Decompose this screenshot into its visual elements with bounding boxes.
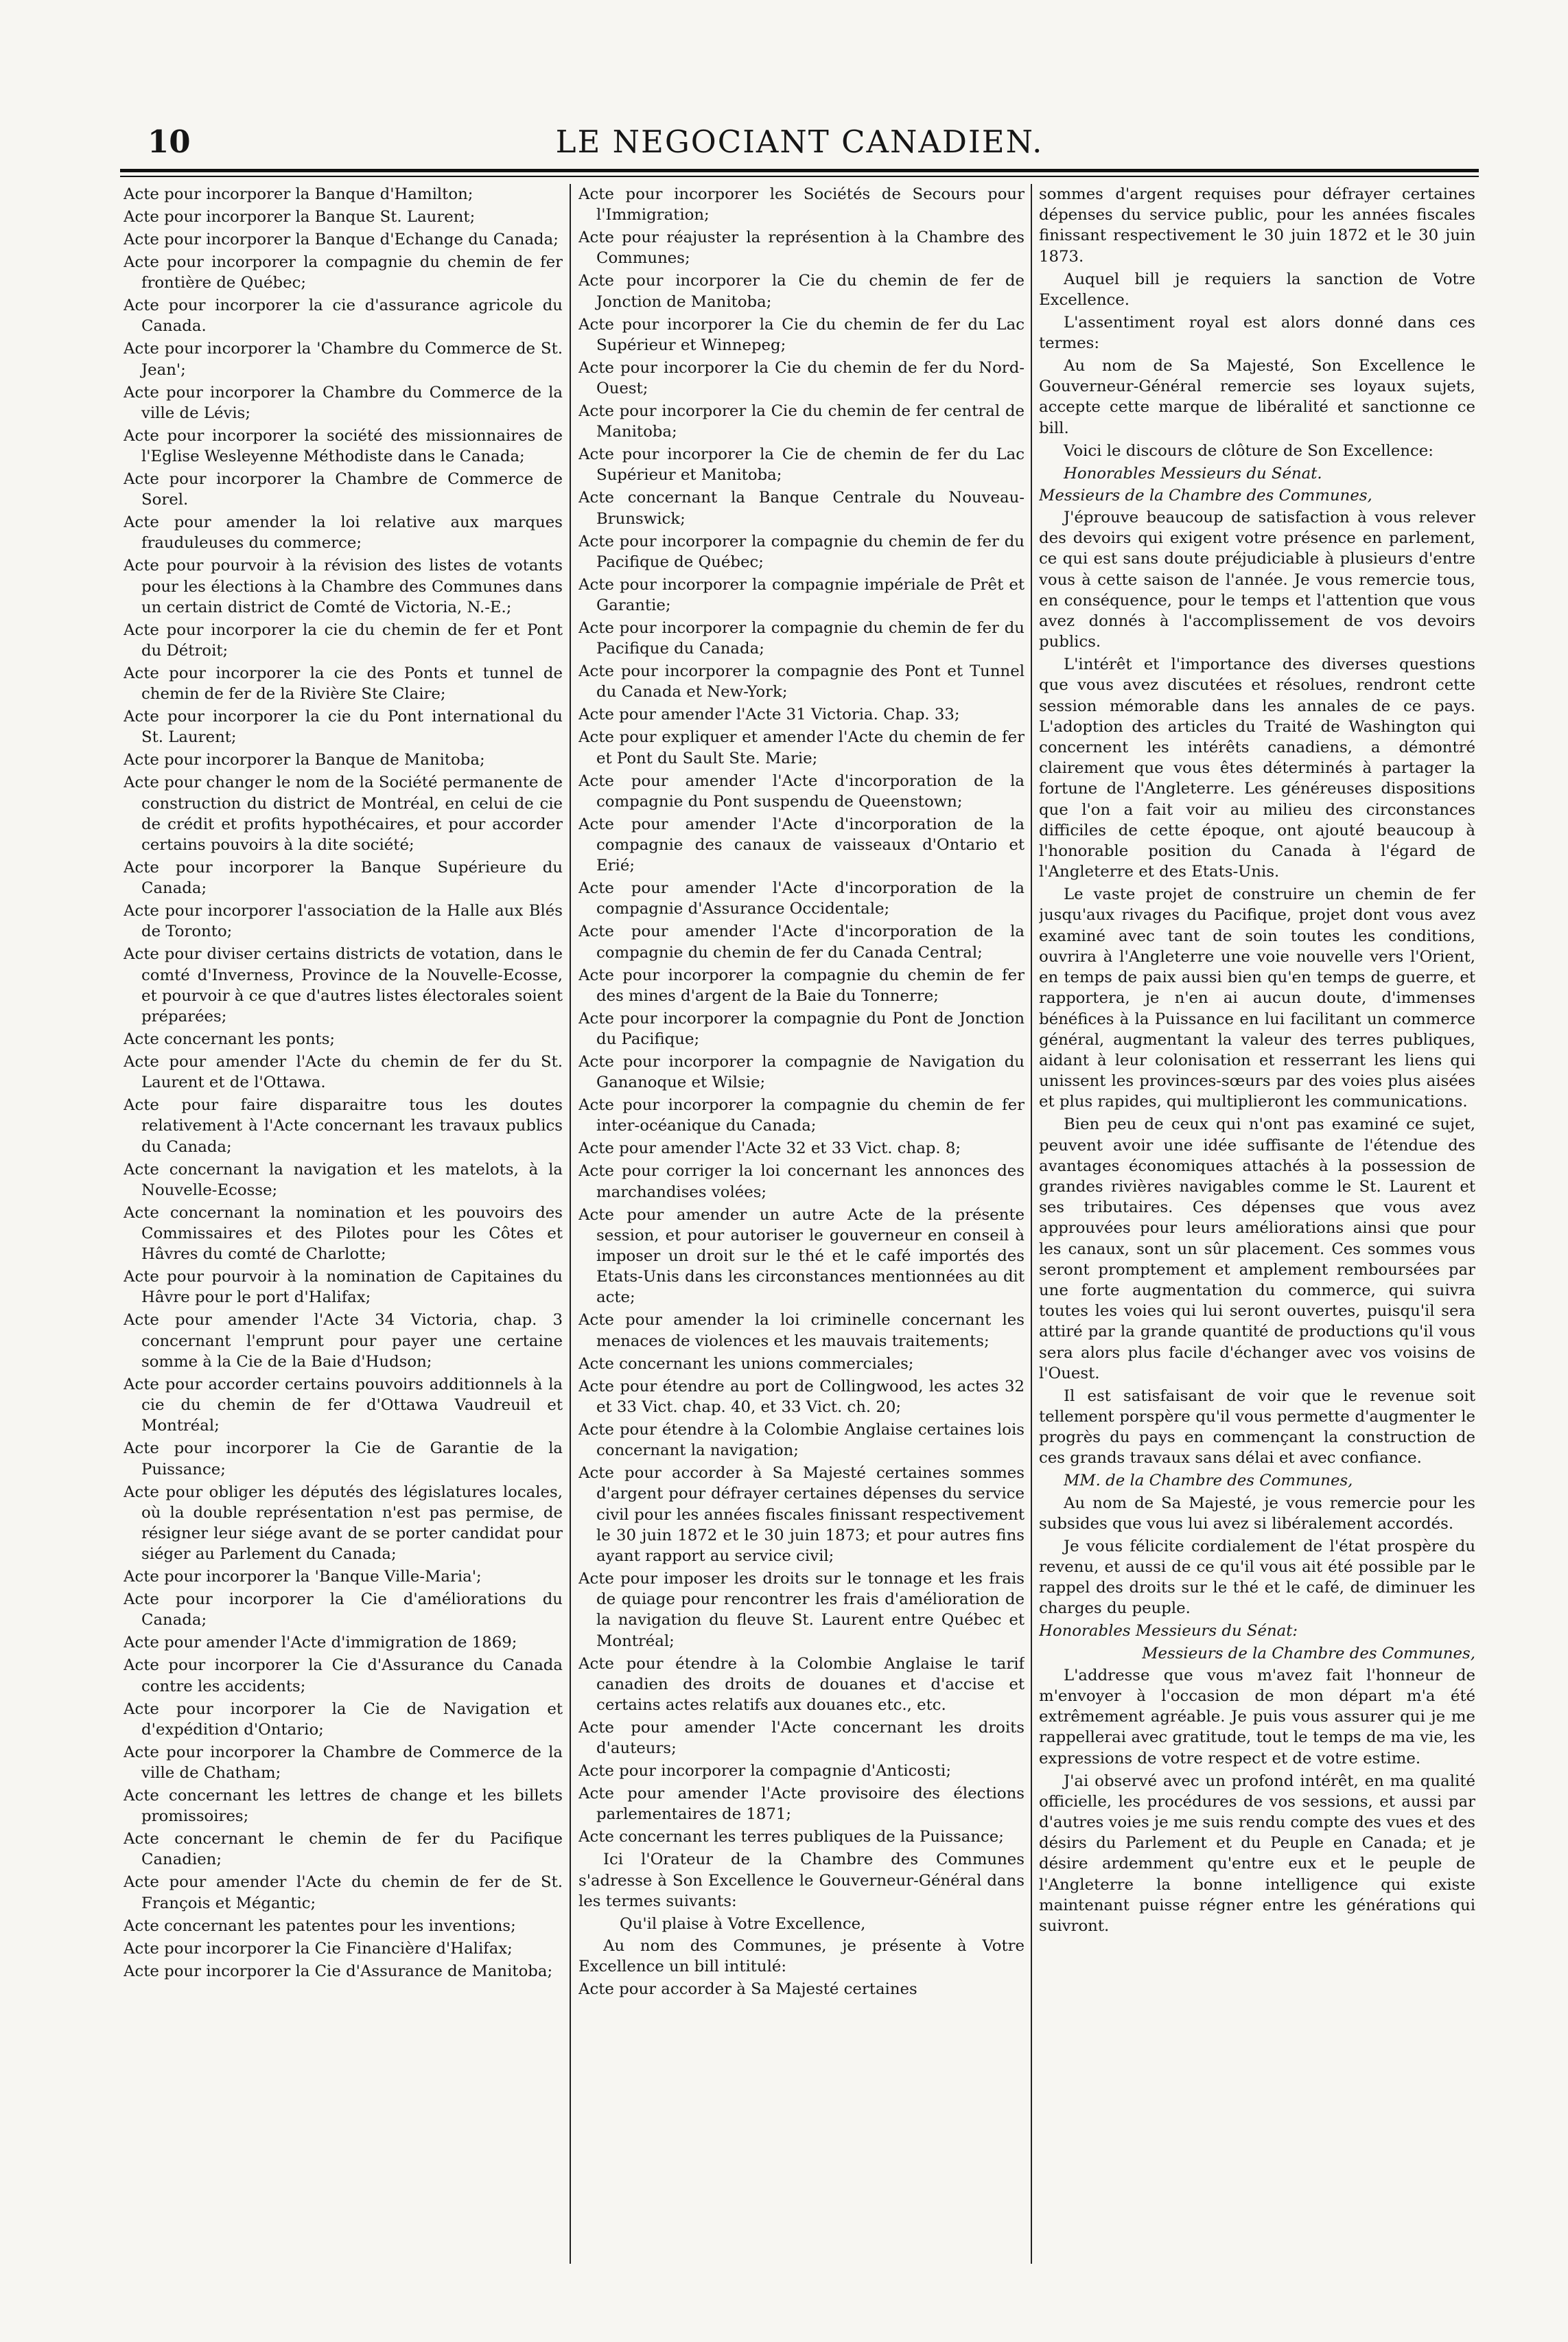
act-entry: Acte pour expliquer et amender l'Acte du chemin de fer et Pont du Sault Ste. Marie; (578, 728, 1025, 767)
act-entry: Acte pour amender l'Acte d'incorporation de la compagnie d'Assurance Occidentale; (578, 879, 1025, 918)
act-entry: Acte pour incorporer la compagnie du chemin de fer des mines d'argent de la Baie du Tonnerre; (578, 966, 1025, 1005)
act-entry: Acte pour étendre à la Colombie Anglaise certaines lois concernant la navigation; (578, 1420, 1025, 1460)
salutation: Honorables Messieurs du Sénat. (1064, 464, 1322, 483)
act-entry: Acte concernant les terres publiques de la Puissance; (578, 1828, 1004, 1846)
salutation: Messieurs de la Chambre des Communes, (1039, 486, 1372, 505)
act-entry: Acte pour incorporer la cie du Pont international du St. Laurent; (124, 708, 563, 747)
act-entry: Acte pour incorporer la compagnie du chemin de fer frontière de Québec; (124, 253, 563, 292)
act-entry: Acte pour changer le nom de la Société permanente de construction du district de Montréal, en celui de cie de crédit et profits hypothécaires, et pour accorder certains pouvoirs à la dite société; (124, 774, 563, 855)
paragraph: sommes d'argent requises pour défrayer certaines dépenses du service public, pour les années fiscales finissant respectivement le 30 juin 1872 et le 30 juin 1873. (1039, 185, 1475, 266)
act-entry: Acte pour accorder à Sa Majesté certaines sommes d'argent pour défrayer certaines dépenses du service civil pour les années fiscales finissant respectivement le 30 juin 1872 et le 30 juin 1873; et pour autres fins ayant rapport au service civil; (578, 1464, 1025, 1565)
paragraph: J'éprouve beaucoup de satisfaction à vous relever des devoirs qui exigent votre présence en parlement, ce qui est sans doute préjudiciable à plusieurs d'entre vous à cette saison de l'année. Je vous remercie tous, en conséquence, pour le temps et l'attention que vous avez donnés à l'accomplissement de vos devoirs publics. (1039, 509, 1475, 651)
act-entry: Acte pour étendre à la Colombie Anglaise le tarif canadien des droits de douanes et d'accise et certains actes relatifs aux douanes etc., etc. (578, 1654, 1025, 1714)
act-entry: Acte pour incorporer l'association de la Halle aux Blés de Toronto; (124, 902, 563, 941)
act-entry: Acte pour incorporer la Chambre de Commerce de la ville de Chatham; (124, 1743, 563, 1782)
act-entry: Acte concernant la navigation et les matelots, à la Nouvelle-Ecosse; (124, 1160, 563, 1199)
act-entry: Acte concernant la Banque Centrale du Nouveau-Brunswick; (578, 489, 1025, 528)
act-entry: Acte pour obliger les députés des législatures locales, où la double représentation n'est pas permise, de résigner leur siége avant de se porter candidat pour siéger au Parlement du Canada; (124, 1483, 563, 1564)
act-entry: Acte pour incorporer la Cie du chemin de fer de Jonction de Manitoba; (578, 272, 1025, 311)
act-entry: Acte pour incorporer la société des missionnaires de l'Eglise Wesleyenne Méthodiste dans le Canada; (124, 426, 563, 466)
act-entry: Acte pour amender l'Acte 32 et 33 Vict. chap. 8; (578, 1139, 961, 1158)
header-rule-thin (120, 176, 1479, 177)
column-divider (1031, 184, 1032, 2264)
act-entry: Acte pour étendre au port de Collingwood, les actes 32 et 33 Vict. chap. 40, et 33 Vict. ch. 20; (578, 1377, 1025, 1416)
paragraph: Au nom des Communes, je présente à Votre Excellence un bill intitulé: (578, 1936, 1025, 1976)
act-entry: Acte pour incorporer la Banque d'Hamilton; (124, 185, 473, 203)
act-entry: Acte pour amender l'Acte du chemin de fer de St. François et Mégantic; (124, 1873, 563, 1912)
act-entry: Acte pour amender l'Acte 31 Victoria. Chap. 33; (578, 706, 960, 724)
paragraph: Je vous félicite cordialement de l'état prospère du revenu, et aussi de ce qu'il vous ait été possible par le rappel des droits sur le thé et le café, de diminuer les charges du peuple. (1039, 1537, 1475, 1618)
column-divider (570, 184, 571, 2264)
act-entry: Acte pour amender l'Acte d'incorporation de la compagnie du Pont suspendu de Queenstown; (578, 772, 1025, 811)
act-entry: Acte pour incorporer la cie des Ponts et tunnel de chemin de fer de la Rivière Ste Claire; (124, 664, 563, 704)
act-entry: Acte pour amender l'Acte d'immigration de 1869; (124, 1634, 517, 1652)
act-entry: Acte pour incorporer la 'Banque Ville-Maria'; (124, 1568, 482, 1586)
act-entry: Acte pour incorporer la Cie Financière d'Halifax; (124, 1939, 513, 1958)
act-entry: Acte pour incorporer la Banque de Manitoba; (124, 751, 485, 769)
paragraph: Au nom de Sa Majesté, je vous remercie pour les subsides que vous lui avez si libéralement accordés. (1039, 1494, 1475, 1533)
act-entry: Acte pour réajuster la représention à la Chambre des Communes; (578, 229, 1025, 268)
act-entry: Acte pour incorporer la Cie de chemin de fer du Lac Supérieur et Manitoba; (578, 445, 1025, 485)
act-entry: Acte pour pourvoir à la nomination de Capitaines du Hâvre pour le port d'Halifax; (124, 1268, 563, 1307)
act-entry: Acte pour amender la loi criminelle concernant les menaces de violences et les mauvais traitements; (578, 1311, 1025, 1350)
act-entry: Acte pour accorder certains pouvoirs additionnels à la cie du chemin de fer d'Ottawa Vaudreuil et Montréal; (124, 1375, 563, 1435)
page-header (120, 118, 1479, 166)
act-entry: Acte pour incorporer la compagnie du chemin de fer inter-océanique du Canada; (578, 1096, 1025, 1135)
act-entry: Acte pour incorporer la cie d'assurance agricole du Canada. (124, 297, 563, 336)
act-entry: Acte pour amender la loi relative aux marques frauduleuses du commerce; (124, 513, 563, 553)
acts-list (578, 184, 1025, 1848)
page-number: 10 (148, 124, 191, 160)
act-entry: Acte pour incorporer la Cie d'améliorations du Canada; (124, 1590, 563, 1630)
act-entry: Acte pour incorporer la cie du chemin de fer et Pont du Détroit; (124, 621, 563, 660)
act-entry: Acte pour pourvoir à la révision des listes de votants pour les élections à la Chambre des Communes dans un certain district de Comté de Victoria, N.-E.; (124, 557, 563, 616)
paragraph: L'assentiment royal est alors donné dans ces termes: (1039, 313, 1475, 353)
act-entry: Acte concernant les patentes pour les inventions; (124, 1916, 516, 1935)
paragraph: L'addresse que vous m'avez fait l'honneur de m'envoyer à l'occasion de mon départ m'a été extrêmement agréable. Je puis vous assurer qui je me rappellerai avec gratitude, tout le temps de ma vie, les expressions de votre respect et de votre estime. (1039, 1666, 1475, 1767)
act-entry: Acte pour diviser certains districts de votation, dans le comté d'Inverness, Province de la Nouvelle-Ecosse, et pourvoir à ce que d'autres listes électorales soient préparées; (124, 945, 563, 1026)
act-entry: Acte pour accorder à Sa Majesté certaines (578, 1980, 917, 1999)
paragraph: L'intérêt et l'importance des diverses questions que vous avez discutées et résolues, rendront cette session mémorable dans les annales de ce pays. L'adoption des articles du Traité de Washington qui concernent les intérêts canadiens, a démontré clairement que vous êtes déterminés à partager la fortune de l'Angleterre. Les généreuses dispositions que l'on a fait voir au milieu des circonstances difficiles de cette époque, ont ajouté beaucoup à l'honorable position du Canada à l'égard de l'Angleterre et des Etats-Unis. (1039, 656, 1475, 881)
column-middle (578, 184, 1025, 2264)
act-entry: Acte pour amender l'Acte du chemin de fer du St. Laurent et de l'Ottawa. (124, 1053, 563, 1092)
act-entry: Acte pour incorporer la Chambre du Commerce de la ville de Lévis; (124, 383, 563, 422)
salutation: Honorables Messieurs du Sénat: (1039, 1622, 1298, 1640)
paragraph: Voici le discours de clôture de Son Excellence: (1064, 441, 1434, 460)
act-entry: Acte pour incorporer la Cie du chemin de fer du Nord-Ouest; (578, 358, 1025, 398)
act-entry: Acte pour incorporer la Cie du chemin de fer central de Manitoba; (578, 402, 1025, 441)
paragraph: Auquel bill je requiers la sanction de Votre Excellence. (1039, 270, 1475, 309)
paragraph: Ici l'Orateur de la Chambre des Communes s'adresse à Son Excellence le Gouverneur-Général dans les termes suivants: (578, 1851, 1025, 1910)
act-entry: Acte pour incorporer la compagnie du chemin de fer du Pacifique de Québec; (578, 532, 1025, 571)
act-entry: Acte pour incorporer la Banque Supérieure du Canada; (124, 859, 563, 898)
column-right (1039, 184, 1475, 2264)
act-entry: Acte concernant les ponts; (124, 1030, 336, 1049)
act-entry: Acte concernant les unions commerciales; (578, 1354, 914, 1373)
paragraph: Au nom de Sa Majesté, Son Excellence le Gouverneur-Général remercie ses loyaux sujets, accepte cette marque de libéralité et sanctionne ce bill. (1039, 357, 1475, 437)
act-entry: Acte pour amender l'Acte d'incorporation de la compagnie des canaux de vaisseaux d'Ontario et Erié; (578, 815, 1025, 875)
act-entry: Acte pour corriger la loi concernant les annonces des marchandises volées; (578, 1162, 1025, 1201)
paragraph: Il est satisfaisant de voir que le revenue soit tellement porspère qu'il vous permette d'augmenter le progrès du pays en commençant la construction de ces grands travaux sans délai et avec confiance. (1039, 1387, 1475, 1468)
act-entry: Acte pour incorporer la Cie d'Assurance du Canada contre les accidents; (124, 1656, 563, 1695)
act-entry: Acte pour incorporer la compagnie du Pont de Jonction du Pacifique; (578, 1009, 1025, 1049)
act-entry: Acte pour incorporer la compagnie d'Anticosti; (578, 1762, 951, 1781)
act-entry: Acte pour incorporer la Chambre de Commerce de Sorel. (124, 470, 563, 509)
act-entry: Acte pour faire disparaitre tous les doutes relativement à l'Acte concernant les travaux publics du Canada; (124, 1096, 563, 1156)
act-entry: Acte pour incorporer la Cie d'Assurance de Manitoba; (124, 1962, 553, 1980)
act-entry: Acte pour incorporer la Cie de Garantie de la Puissance; (124, 1439, 563, 1479)
act-entry: Acte concernant le chemin de fer du Pacifique Canadien; (124, 1830, 563, 1869)
act-entry: Acte pour amender l'Acte concernant les droits d'auteurs; (578, 1718, 1025, 1758)
act-entry: Acte pour imposer les droits sur le tonnage et les frais de quiage pour rencontrer les frais d'amélioration de la navigation du fleuve St. Laurent entre Québec et Montréal; (578, 1569, 1025, 1650)
act-entry: Acte pour incorporer la Cie du chemin de fer du Lac Supérieur et Winnepeg; (578, 315, 1025, 354)
salutation: Messieurs de la Chambre des Communes, (1142, 1644, 1475, 1662)
act-entry: Acte concernant les lettres de change et les billets promissoires; (124, 1786, 563, 1826)
act-entry: Acte pour incorporer la Banque St. Laurent; (124, 208, 476, 226)
act-entry: Acte pour incorporer les Sociétés de Secours pour l'Immigration; (578, 185, 1025, 224)
act-entry: Acte pour amender l'Acte 34 Victoria, chap. 3 concernant l'emprunt pour payer une certaine somme à la Cie de la Baie d'Hudson; (124, 1311, 563, 1371)
act-entry: Acte pour incorporer la Banque d'Echange du Canada; (124, 231, 559, 248)
act-entry: Acte pour amender l'Acte provisoire des élections parlementaires de 1871; (578, 1785, 1025, 1824)
running-title: LE NEGOCIANT CANADIEN. (555, 124, 1044, 160)
act-entry: Acte pour incorporer la compagnie du chemin de fer du Pacifique du Canada; (578, 619, 1025, 658)
header-rule-thick (120, 169, 1479, 172)
salutation: MM. de la Chambre des Communes, (1064, 1472, 1353, 1490)
address-line: Qu'il plaise à Votre Excellence, (620, 1914, 866, 1933)
act-entry: Acte pour incorporer la compagnie impériale de Prêt et Garantie; (578, 575, 1025, 615)
act-entry: Acte concernant la nomination et les pouvoirs des Commissaires et des Pilotes pour les Côtes et Hâvres du comté de Charlotte; (124, 1203, 563, 1264)
paragraph: J'ai observé avec un profond intérêt, en ma qualité officielle, les procédures de vos sessions, et aussi par d'autres voies je me suis rendu compte des vues et des désirs du Parlement et du Peuple en Canada; et je désire ardemment qu'entre eux et le peuple de l'Angleterre la bonne intelligence qui existe maintenant puisse régner entre les générations qui suivront. (1039, 1772, 1475, 1936)
paragraph: Le vaste projet de construire un chemin de fer jusqu'aux rivages du Pacifique, projet dont vous avez examiné avec tant de soin toutes les conditions, ouvrira à l'Angleterre une voie nouvelle vers l'Orient, en temps de paix aussi bien qu'en temps de guerre, et rapportera, je n'en ai aucun doute, d'immenses bénéfices à la Puissance en lui facilitant un commerce général, augmentant la valeur des terres publiques, aidant à leur colonisation et resserrant les liens qui unissent les provinces-sœurs par des voies plus aisées et plus rapides, qui multiplieront les communications. (1039, 885, 1475, 1111)
act-entry: Acte pour amender un autre Acte de la présente session, et pour autoriser le gouverneur en conseil à imposer un droit sur le thé et le café importés des Etats-Unis dans les circonstances mentionnées au dit acte; (578, 1205, 1025, 1307)
act-entry: Acte pour incorporer la 'Chambre du Commerce de St. Jean'; (124, 340, 563, 379)
column-left (124, 184, 563, 2264)
act-entry: Acte pour amender l'Acte d'incorporation de la compagnie du chemin de fer du Canada Central; (578, 923, 1025, 962)
act-entry: Acte pour incorporer la compagnie de Navigation du Gananoque et Wilsie; (578, 1053, 1025, 1092)
act-entry: Acte pour incorporer la compagnie des Pont et Tunnel du Canada et New-York; (578, 662, 1025, 702)
act-entry: Acte pour incorporer la Cie de Navigation et d'expédition d'Ontario; (124, 1700, 563, 1739)
paragraph: Bien peu de ceux qui n'ont pas examiné ce sujet, peuvent avoir une idée suffisante de l'étendue des avantages économiques attachés à la possession de grandes rivières navigables comme le St. Laurent et ses tributaires. Ces dépenses que vous avez approuvées pour leurs améliorations ainsi que pour les canaux, sont un sûr placement. Ces sommes vous seront promptement et amplement remboursées par une forte augmentation du commerce, qui suivra toutes les voies qui lui seront ouvertes, puisqu'il sera attiré par la grande quantité de productions qu'il vous sera alors plus facile d'échanger avec vos voisins de l'Ouest. (1039, 1115, 1475, 1382)
